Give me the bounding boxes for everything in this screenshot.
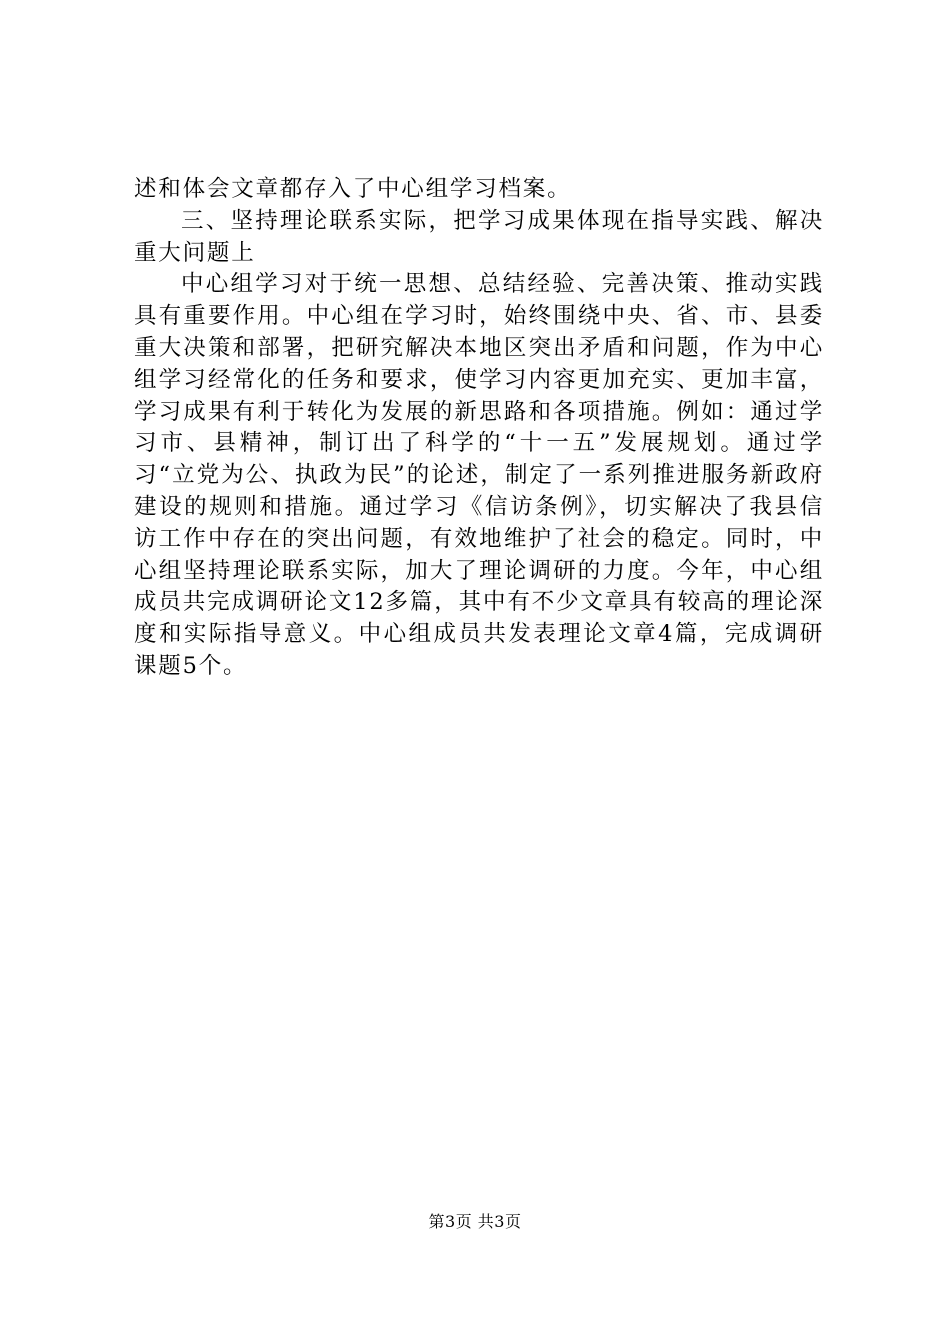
paragraph-body: 中心组学习对于统一思想、总结经验、完善决策、推动实践具有重要作用。中心组在学习时，始终围绕中央、省、市、县委重大决策和部署，把研究解决本地区突出矛盾和问题，作为中心组学习经常化的任务和要求，使学习内容更加充实、更加丰富，学习成果有利于转化为发展的新思路和各项措施。例如：通过学习市、县精神，制订出了科学的“十一五”发展规划。通过学习“立党为公、执政为民”的论述，制定了一系列推进服务新政府建设的规则和措施。通过学习《信访条例》，切实解决了我县信访工作中存在的突出问题，有效地维护了社会的稳定。同时，中心组坚持理论联系实际，加大了理论调研的力度。今年，中心组成员共完成调研论文12多篇，其中有不少文章具有较高的理论深度和实际指导意义。中心组成员共发表理论文章4篇，完成调研课题5个。 [134, 271, 824, 679]
paragraph-continuation: 述和体会文章都存入了中心组学习档案。 [134, 176, 572, 202]
section-heading: 三、坚持理论联系实际，把学习成果体现在指导实践、解决重大问题上 [134, 207, 824, 266]
document-body [134, 174, 824, 683]
page-number-footer: 第3页 共3页 [428, 1212, 522, 1231]
